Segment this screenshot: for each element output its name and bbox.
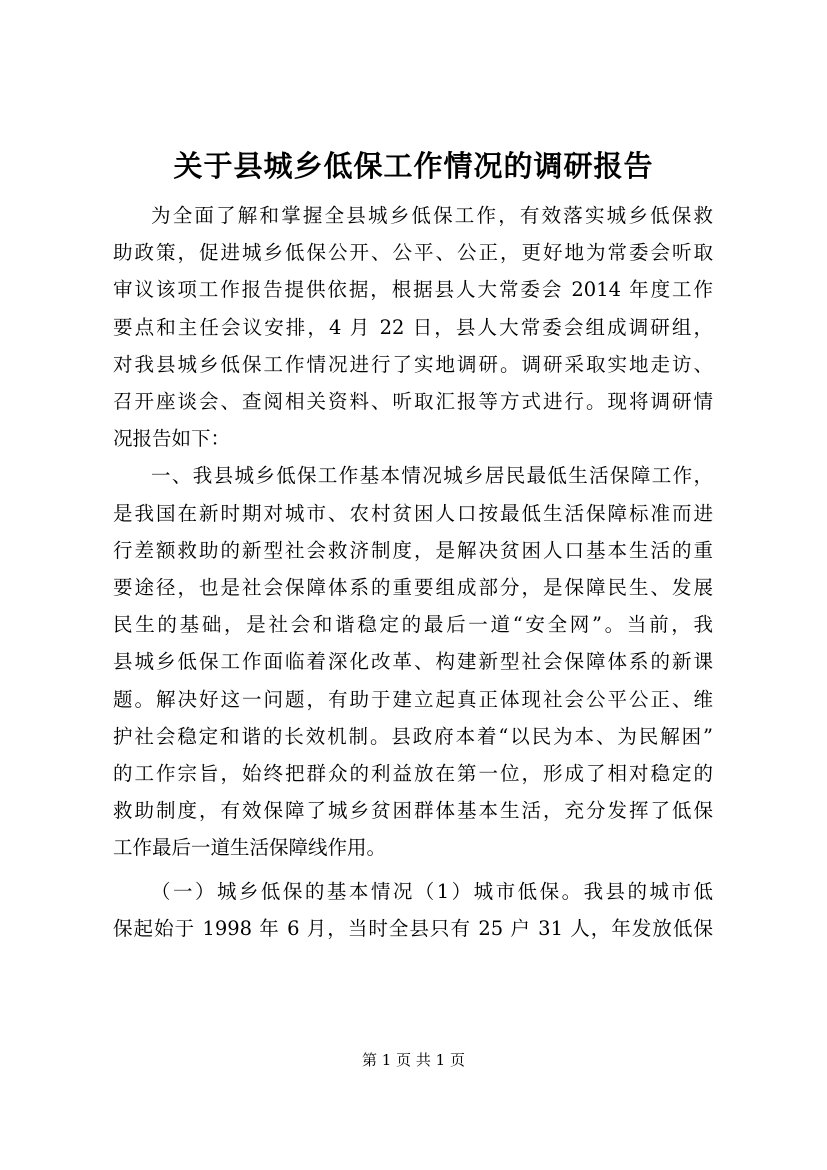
paragraph-2-line-10: 救助制度，有效保障了城乡贫困群体基本生活，充分发挥了低保 <box>113 799 713 823</box>
paragraph-1-line-7: 况报告如下： <box>113 427 231 451</box>
paragraph-2-line-5: 民生的基础，是社会和谐稳定的最后一道“安全网”。当前，我 <box>113 613 713 637</box>
paragraph-2-line-1: 一、我县城乡低保工作基本情况城乡居民最低生活保障工作， <box>151 464 713 488</box>
paragraph-2-line-8: 护社会稳定和谐的长效机制。县政府本着“以民为本、为民解困” <box>113 724 713 748</box>
paragraph-2-line-3: 行差额救助的新型社会救济制度，是解决贫困人口基本生活的重 <box>113 538 713 562</box>
paragraph-3-line-2: 保起始于 1998 年 6 月，当时全县只有 25 户 31 人，年发放低保 <box>113 916 713 940</box>
paragraph-1-line-3: 审议该项工作报告提供依据，根据县人大常委会 2014 年度工作 <box>113 278 713 302</box>
paragraph-1-line-2: 助政策，促进城乡低保公开、公平、公正，更好地为常委会听取 <box>113 241 713 265</box>
page-number-footer: 第 1 页 共 1 页 <box>362 1051 465 1069</box>
paragraph-1-line-4: 要点和主任会议安排，4 月 22 日，县人大常委会组成调研组， <box>113 315 713 339</box>
paragraph-2-line-11: 工作最后一道生活保障线作用。 <box>113 836 387 860</box>
paragraph-2-line-9: 的工作宗旨，始终把群众的利益放在第一位，形成了相对稳定的 <box>113 762 713 786</box>
paragraph-2-line-4: 要途径，也是社会保障体系的重要组成部分，是保障民生、发展 <box>113 576 713 600</box>
paragraph-1-line-5: 对我县城乡低保工作情况进行了实地调研。调研采取实地走访、 <box>113 352 713 376</box>
document-body <box>113 197 713 947</box>
paragraph-1-line-1: 为全面了解和掌握全县城乡低保工作，有效落实城乡低保救 <box>151 204 713 227</box>
paragraph-1-line-6: 召开座谈会、查阅相关资料、听取汇报等方式进行。现将调研情 <box>113 390 713 414</box>
paragraph-3-line-1: （一）城乡低保的基本情况（1）城市低保。我县的城市低 <box>151 879 713 903</box>
paragraph-2-line-7: 题。解决好这一问题，有助于建立起真正体现社会公平公正、维 <box>113 687 713 711</box>
paragraph-2-line-2: 是我国在新时期对城市、农村贫困人口按最低生活保障标准而进 <box>113 501 713 525</box>
document-title: 关于县城乡低保工作情况的调研报告 <box>173 149 654 183</box>
paragraph-2-line-6: 县城乡低保工作面临着深化改革、构建新型社会保障体系的新课 <box>113 650 713 674</box>
